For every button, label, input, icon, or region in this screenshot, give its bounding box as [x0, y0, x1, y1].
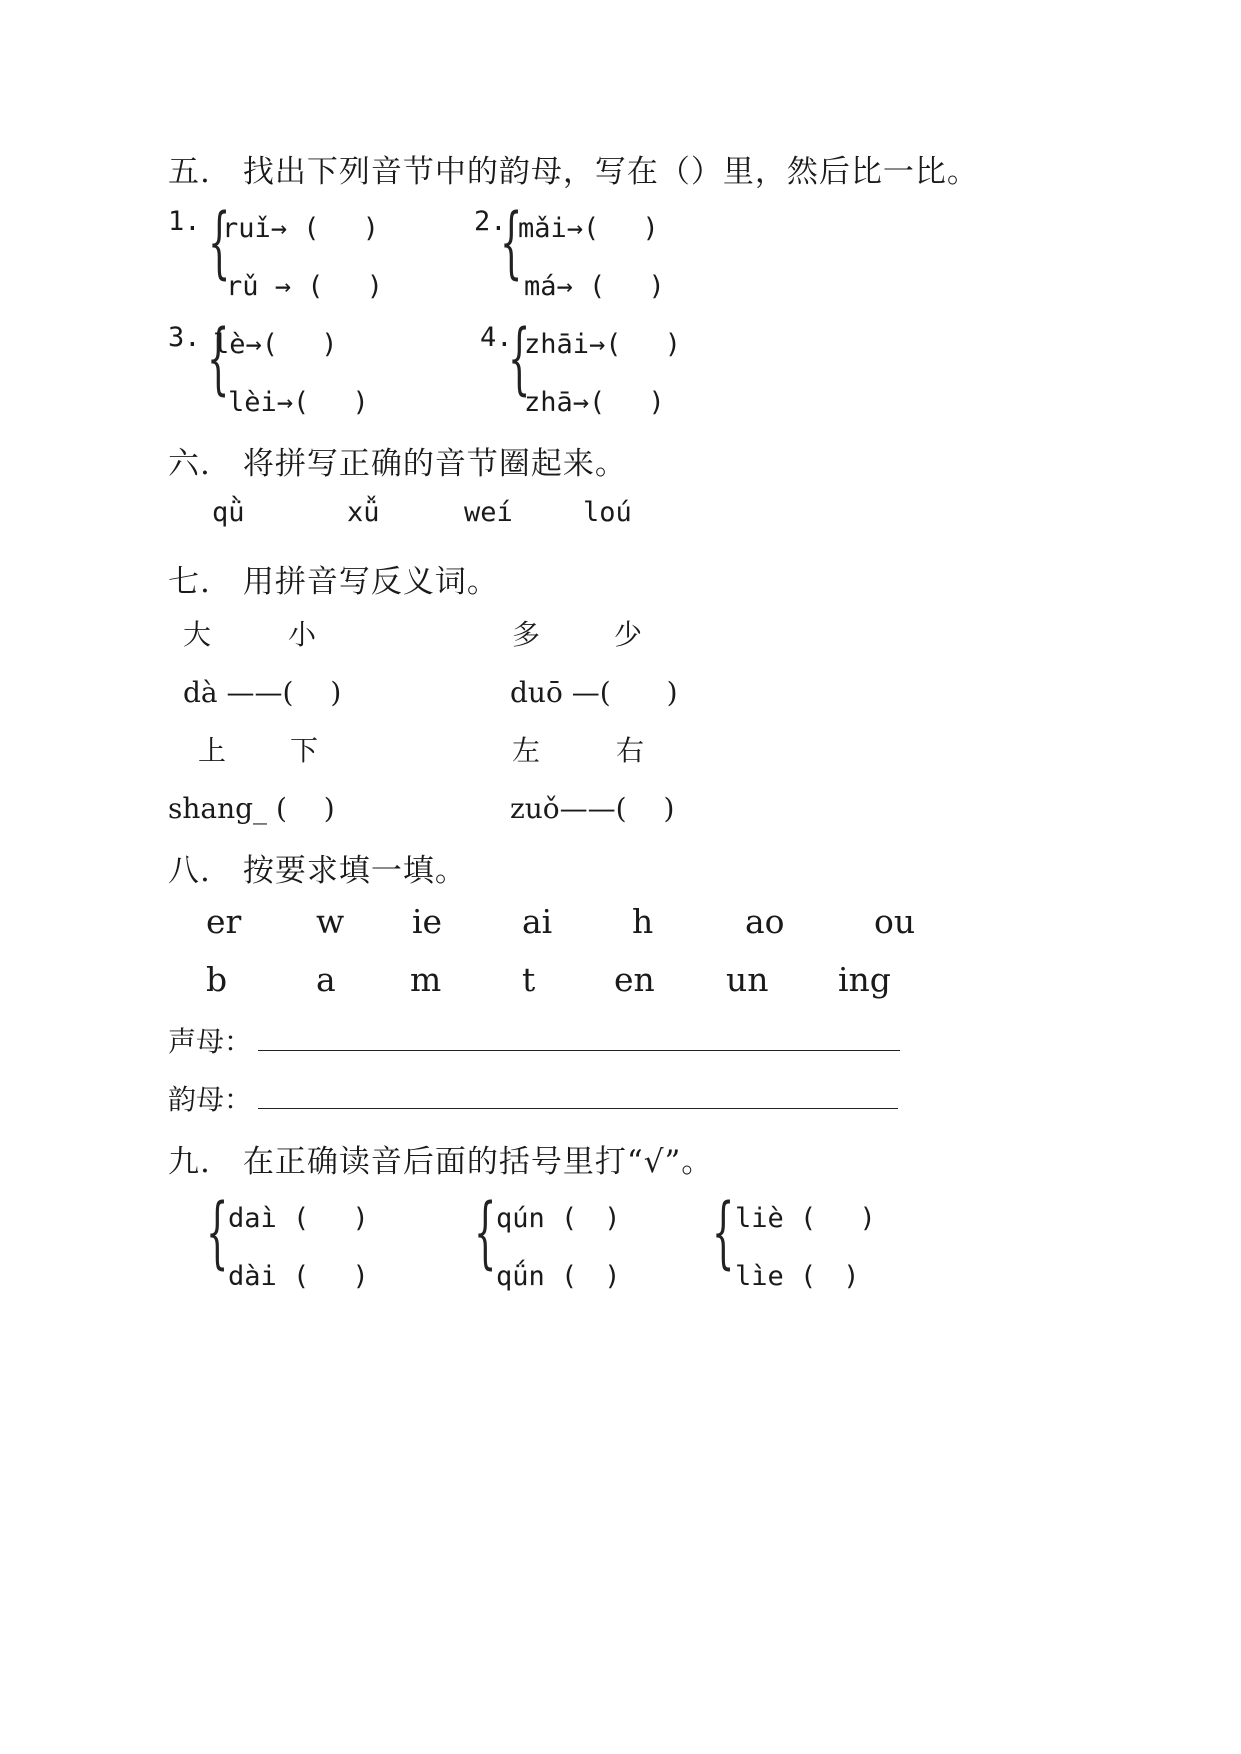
yunmu-label: 韵母：: [168, 1083, 253, 1116]
section-9-title: 九. 在正确读音后面的括号里打“√”。: [168, 1144, 714, 1180]
char: 小: [288, 618, 317, 651]
syllable-a: lè→( ): [213, 329, 338, 360]
brace-icon: {: [207, 314, 230, 404]
syllable-option: weí: [464, 497, 513, 528]
syllable-b: rǔ → ( ): [226, 271, 384, 302]
section-8-title: 八. 按要求填一填。: [168, 853, 467, 889]
char: 少: [614, 618, 643, 651]
char: 左: [512, 734, 541, 767]
letter: a: [316, 960, 336, 999]
syllable-option: xǚ: [347, 497, 380, 528]
brace-icon: {: [208, 198, 231, 288]
syllable-b: lèi→( ): [228, 387, 369, 418]
char: 大: [183, 618, 212, 651]
letter: en: [614, 960, 655, 999]
letter: ie: [412, 902, 443, 941]
letter: h: [632, 902, 654, 941]
section-6-title: 六. 将拼写正确的音节圈起来。: [168, 446, 627, 482]
syllable-a: mǎi→( ): [518, 213, 659, 244]
reading-a: daì ( ): [228, 1203, 369, 1234]
reading-a: qún ( ): [496, 1203, 621, 1234]
letter: w: [316, 902, 345, 941]
antonym-pinyin: dà ——( ): [183, 676, 342, 709]
syllable-option: loú: [583, 497, 632, 528]
brace-icon: {: [500, 198, 523, 288]
section-7-title: 七. 用拼音写反义词。: [168, 564, 499, 600]
letter: b: [206, 960, 228, 999]
item-number: 1.: [168, 206, 201, 237]
letter: ao: [745, 902, 785, 941]
letter: m: [410, 960, 442, 999]
reading-b: dài ( ): [228, 1261, 369, 1292]
reading-b: lìe ( ): [735, 1261, 860, 1292]
section-5-title: 五. 找出下列音节中的韵母，写在（）里，然后比一比。: [168, 154, 979, 190]
syllable-option: qǜ: [212, 497, 245, 528]
syllable-a: zhāi→( ): [524, 329, 682, 360]
antonym-pinyin: zuǒ——( ): [510, 792, 675, 825]
brace-icon: {: [474, 1188, 497, 1278]
letter: t: [522, 960, 536, 999]
item-number: 4.: [480, 322, 513, 353]
letter: er: [206, 902, 242, 941]
letter: un: [726, 960, 769, 999]
yunmu-answer-line[interactable]: [258, 1108, 898, 1109]
shengmu-label: 声母：: [168, 1025, 253, 1058]
antonym-pinyin: shang_ ( ): [168, 792, 335, 825]
brace-icon: {: [206, 1188, 229, 1278]
syllable-a: ruǐ→ ( ): [222, 213, 380, 244]
syllable-b: má→ ( ): [524, 271, 665, 302]
antonym-pinyin: duō —( ): [510, 676, 678, 709]
letter: ing: [838, 960, 891, 999]
brace-icon: {: [508, 314, 531, 404]
char: 下: [290, 734, 319, 767]
brace-icon: {: [712, 1188, 735, 1278]
item-number: 3.: [168, 322, 201, 353]
item-number: 2.: [474, 206, 507, 237]
char: 多: [512, 618, 541, 651]
letter: ai: [522, 902, 553, 941]
reading-a: liè ( ): [735, 1203, 876, 1234]
char: 上: [198, 734, 227, 767]
syllable-b: zhā→( ): [524, 387, 665, 418]
letter: ou: [874, 902, 916, 941]
reading-b: qǘn ( ): [496, 1261, 621, 1292]
shengmu-answer-line[interactable]: [258, 1050, 900, 1051]
char: 右: [616, 734, 645, 767]
